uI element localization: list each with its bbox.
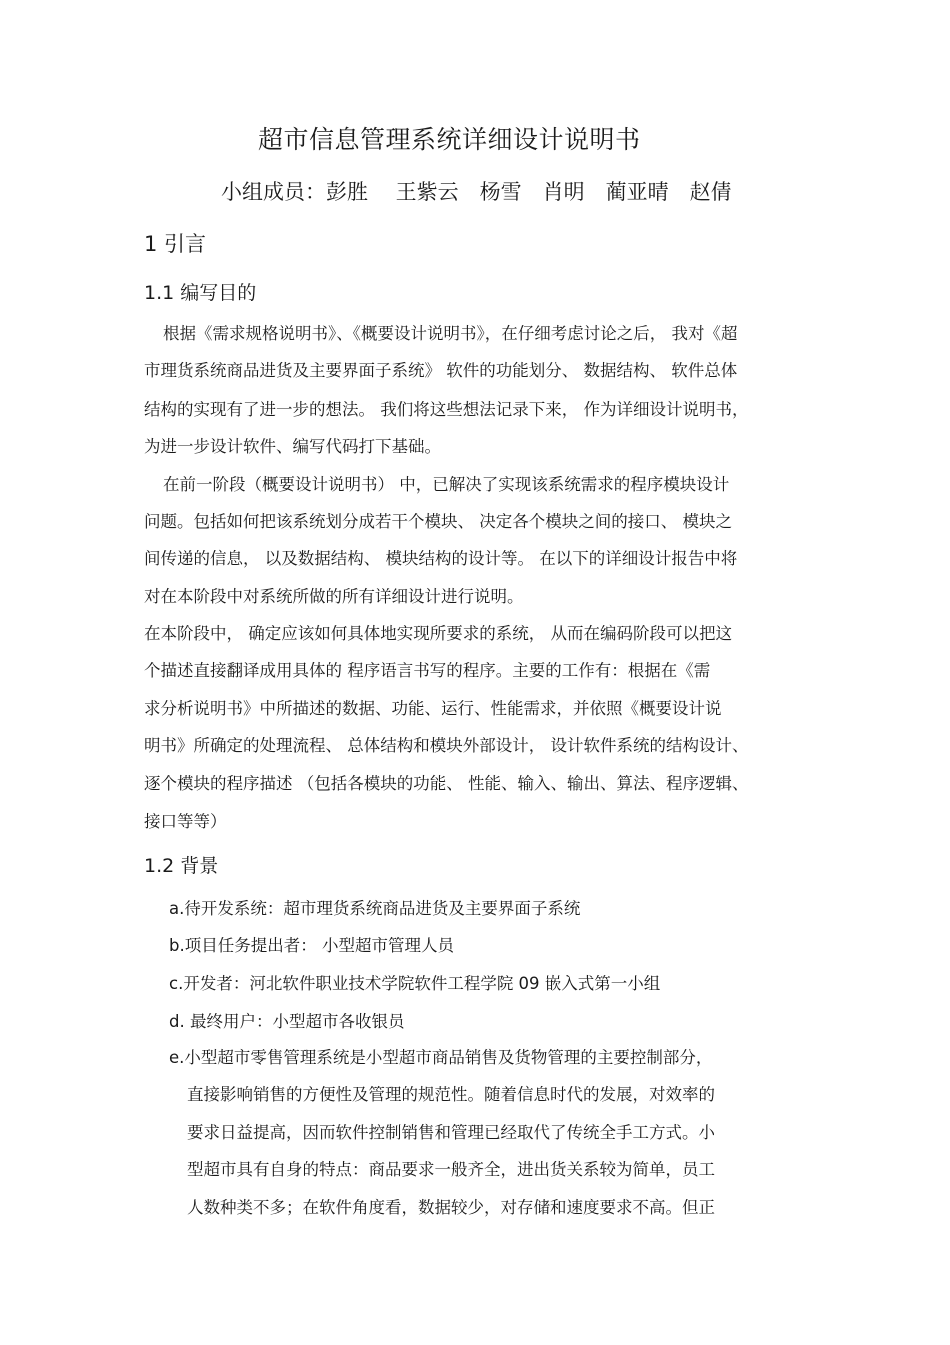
paragraph-line: 为进一步设计软件、编写代码打下基础。 [144,437,441,456]
subsection-heading-purpose: 1.1 编写目的 [144,282,257,304]
list-item-continuation: 人数种类不多；在软件角度看，数据较少，对存储和速度要求不高。但正 [187,1198,715,1217]
paragraph-line: 个描述直接翻译成用具体的 程序语言书写的程序。主要的工作有：根据在《需 [144,661,711,680]
paragraph-line: 明书》所确定的处理流程、 总体结构和模块外部设计， 设计软件系统的结构设计、 [144,736,749,755]
list-item: c.开发者：河北软件职业技术学院软件工程学院 09 嵌入式第一小组 [169,974,661,993]
paragraph-line: 问题。包括如何把该系统划分成若干个模块、 决定各个模块之间的接口、 模块之 [144,512,732,531]
paragraph-line: 求分析说明书》中所描述的数据、功能、运行、性能需求，并依照《概要设计说 [144,699,722,718]
paragraph-line: 对在本阶段中对系统所做的所有详细设计进行说明。 [144,587,524,606]
document-title: 超市信息管理系统详细设计说明书 [258,125,641,154]
paragraph-line: 间传递的信息， 以及数据结构、 模块结构的设计等。 在以下的详细设计报告中将 [144,549,738,568]
subsection-heading-background: 1.2 背景 [144,855,219,877]
list-item: a.待开发系统：超市理货系统商品进货及主要界面子系统 [169,899,581,918]
paragraph-line: 在前一阶段（概要设计说明书） 中，已解决了实现该系统需求的程序模块设计 [163,475,730,494]
paragraph-line: 结构的实现有了进一步的想法。 我们将这些想法记录下来， 作为详细设计说明书， [144,400,749,419]
list-item-continuation: 型超市具有自身的特点：商品要求一般齐全，进出货关系较为简单，员工 [187,1160,715,1179]
list-item-continuation: 直接影响销售的方便性及管理的规范性。随着信息时代的发展，对效率的 [187,1085,715,1104]
list-item-continuation: 要求日益提高，因而软件控制销售和管理已经取代了传统全手工方式。小 [187,1123,715,1142]
list-item: e.小型超市零售管理系统是小型超市商品销售及货物管理的主要控制部分， [169,1048,713,1067]
list-item: d. 最终用户：小型超市各收银员 [169,1012,405,1031]
paragraph-line: 根据《需求规格说明书》、《概要设计说明书》，在仔细考虑讨论之后， 我对《超 [163,324,738,343]
list-item: b.项目任务提出者： 小型超市管理人员 [169,936,454,955]
paragraph-line: 接口等等） [144,812,227,831]
paragraph-line: 逐个模块的程序描述 （包括各模块的功能、 性能、输入、输出、算法、程序逻辑、 [144,774,749,793]
section-heading-intro: 1 引言 [144,232,207,256]
group-members: 小组成员：彭胜 王紫云 杨雪 肖明 蔺亚晴 赵倩 [221,180,732,204]
paragraph-line: 市理货系统商品进货及主要界面子系统》 软件的功能划分、 数据结构、 软件总体 [144,361,738,380]
paragraph-line: 在本阶段中， 确定应该如何具体地实现所要求的系统， 从而在编码阶段可以把这 [144,624,732,643]
